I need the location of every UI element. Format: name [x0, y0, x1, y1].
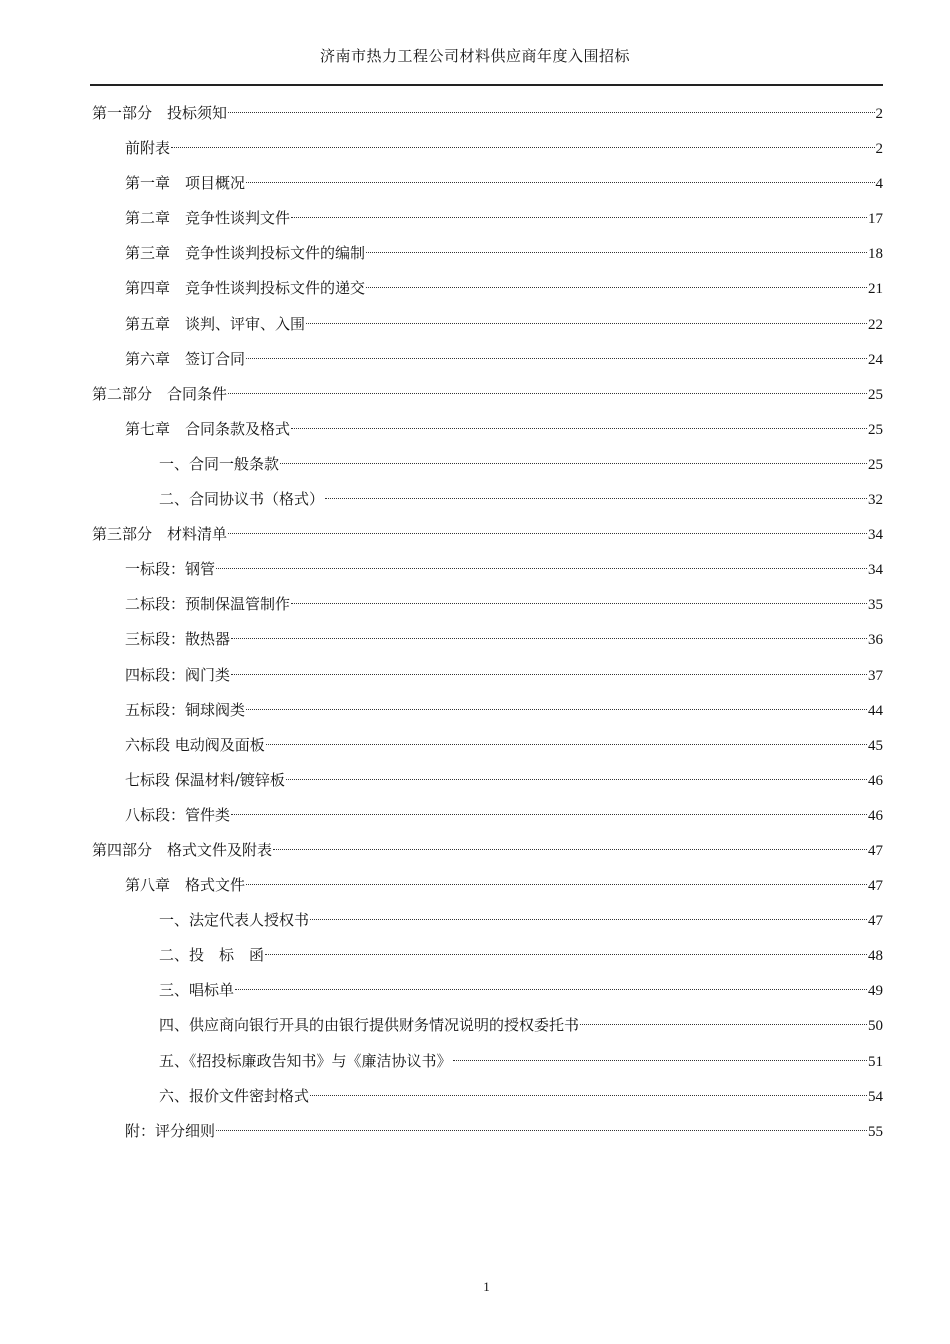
toc-dot-leader	[310, 1075, 867, 1096]
header-divider	[90, 84, 883, 86]
toc-entry-title: 三、唱标单	[159, 981, 235, 1000]
toc-entry-title: 第七章 合同条款及格式	[125, 419, 291, 438]
toc-dot-leader	[246, 162, 874, 183]
toc-entry-title: 一、法定代表人授权书	[159, 911, 310, 930]
toc-entry-page: 17	[868, 211, 883, 228]
toc-entry-page: 55	[868, 1123, 883, 1140]
toc-dot-leader	[366, 232, 867, 253]
toc-entry-title: 二、合同协议书（格式）	[159, 490, 325, 509]
toc-entry-page: 34	[868, 527, 883, 544]
toc-entry-page: 2	[875, 106, 883, 122]
toc-entry-title: 五、《招投标廉政告知书》与《廉洁协议书》	[159, 1051, 452, 1070]
toc-entry-page: 2	[875, 141, 883, 158]
toc-dot-leader	[286, 759, 867, 780]
toc-entry-title: 第二章 竞争性谈判文件	[125, 209, 291, 228]
toc-dot-leader	[228, 513, 867, 534]
toc-dot-leader	[231, 794, 867, 815]
toc-dot-leader	[235, 969, 867, 990]
toc-dot-leader	[171, 127, 874, 148]
toc-entry-page: 47	[868, 878, 883, 895]
toc-entry-page: 34	[868, 562, 883, 579]
toc-entry-page: 21	[868, 281, 883, 298]
toc-entry-page: 49	[868, 983, 883, 1000]
toc-entry-title: 第三部分 材料清单	[92, 525, 228, 544]
toc-dot-leader	[306, 303, 867, 324]
toc-entry-title: 六标段 电动阀及面板	[125, 735, 265, 754]
toc-entry-title: 一、合同一般条款	[159, 454, 280, 473]
toc-dot-leader	[280, 443, 867, 464]
page-number: 1	[483, 1279, 490, 1294]
page-header	[0, 45, 950, 66]
toc-entry-page: 48	[868, 948, 883, 965]
toc-entry-page: 47	[868, 842, 883, 859]
toc-dot-leader	[231, 618, 867, 639]
toc-entry-title: 前附表	[125, 139, 171, 158]
toc-entry-title: 第一章 项目概况	[125, 174, 246, 193]
toc-entry-title: 五标段：铜球阀类	[125, 700, 246, 719]
toc-entry-title: 第一部分 投标须知	[92, 104, 228, 122]
toc-dot-leader	[580, 1004, 867, 1025]
toc-entry-title: 七标段 保温材料/镀锌板	[125, 770, 285, 789]
toc-entry-title: 第六章 签订合同	[125, 349, 246, 368]
toc-entry-page: 54	[868, 1088, 883, 1105]
toc-dot-leader	[246, 689, 867, 710]
toc-entry-page: 25	[868, 386, 883, 403]
toc-entry-title: 三标段：散热器	[125, 630, 231, 649]
toc-dot-leader	[228, 92, 874, 113]
toc-dot-leader	[310, 899, 867, 920]
toc-entry-page: 24	[868, 351, 883, 368]
toc-entry-page: 32	[868, 492, 883, 509]
toc-dot-leader	[291, 583, 867, 604]
toc-entry-title: 第五章 谈判、评审、入围	[125, 314, 306, 333]
toc-entry-title: 二标段：预制保温管制作	[125, 595, 291, 614]
toc-dot-leader	[325, 478, 867, 499]
toc-dot-leader	[216, 1110, 867, 1131]
toc-dot-leader	[291, 408, 867, 429]
toc-dot-leader	[228, 373, 867, 394]
toc-entry-page: 25	[868, 421, 883, 438]
toc-entry-title: 四标段：阀门类	[125, 665, 231, 684]
toc-entry[interactable]	[90, 1115, 883, 1150]
toc-entry-title: 附：评分细则	[125, 1121, 216, 1140]
toc-entry-page: 46	[868, 807, 883, 824]
toc-entry-page: 45	[868, 737, 883, 754]
toc-entry-page: 18	[868, 246, 883, 263]
toc-entry-page: 44	[868, 702, 883, 719]
toc-entry-title: 六、报价文件密封格式	[159, 1086, 310, 1105]
toc-dot-leader	[366, 267, 867, 288]
toc-dot-leader	[246, 864, 867, 885]
toc-entry-page: 4	[875, 176, 883, 193]
toc-dot-leader	[273, 829, 867, 850]
toc-dot-leader	[266, 724, 867, 745]
toc-entry-page: 25	[868, 456, 883, 473]
toc-entry-title: 第三章 竞争性谈判投标文件的编制	[125, 244, 366, 263]
toc-dot-leader	[265, 934, 867, 955]
toc-entry-page: 50	[868, 1018, 883, 1035]
toc-dot-leader	[246, 338, 867, 359]
toc-entry-title: 八标段：管件类	[125, 805, 231, 824]
toc-entry-title: 二、投 标 函	[159, 946, 265, 965]
toc-dot-leader	[216, 548, 867, 569]
document-title: 济南市热力工程公司材料供应商年度入围招标	[319, 47, 630, 65]
toc-entry-title: 第八章 格式文件	[125, 876, 246, 895]
toc-dot-leader	[231, 654, 867, 675]
table-of-contents	[90, 97, 883, 1150]
toc-entry-title: 第四章 竞争性谈判投标文件的递交	[125, 279, 366, 298]
toc-dot-leader	[453, 1040, 867, 1061]
toc-entry-page: 36	[868, 632, 883, 649]
toc-entry-page: 22	[868, 316, 883, 333]
toc-entry-title: 四、供应商向银行开具的由银行提供财务情况说明的授权委托书	[159, 1016, 580, 1035]
toc-entry-title: 一标段：钢管	[125, 560, 216, 579]
toc-entry-page: 37	[868, 667, 883, 684]
toc-entry-page: 46	[868, 772, 883, 789]
toc-entry-title: 第二部分 合同条件	[92, 384, 228, 403]
toc-entry-page: 35	[868, 597, 883, 614]
toc-entry-title: 第四部分 格式文件及附表	[92, 840, 273, 859]
page-footer	[0, 1279, 950, 1295]
toc-entry-page: 47	[868, 913, 883, 930]
toc-dot-leader	[291, 197, 867, 218]
toc-entry-page: 51	[868, 1053, 883, 1070]
